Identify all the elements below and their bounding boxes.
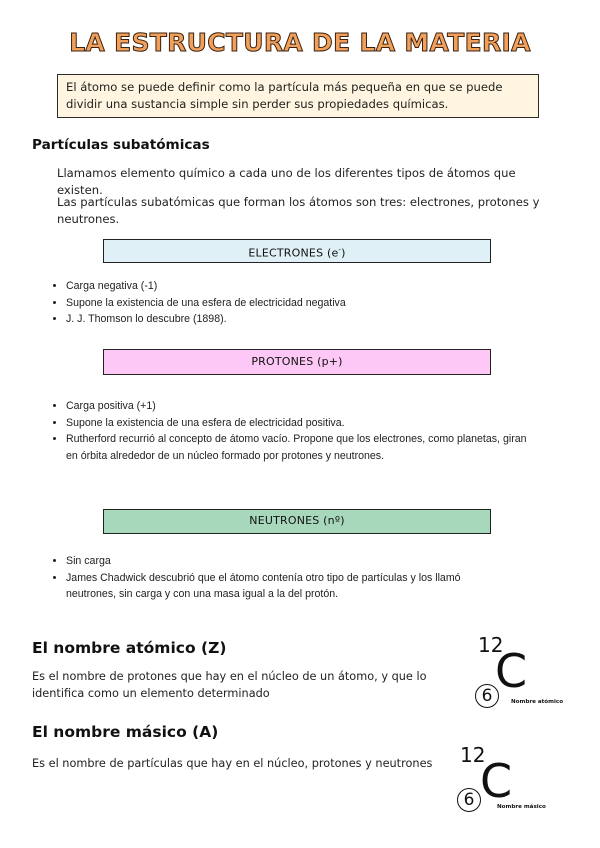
list-item: • J. J. Thomson lo descubre (1898). <box>66 311 506 328</box>
atomic-number-circle: 6 <box>475 684 499 708</box>
atomic-symbol-caption: Nombre atómico <box>511 699 564 705</box>
page-title: LA ESTRUCTURA DE LA MATERIA <box>69 28 531 57</box>
list-item: • Sin carga <box>66 553 506 570</box>
list-item: • James Chadwick descubrió que el átomo contenía otro tipo de partículas y los llamó neutrones, sin carga y con una masa igual a la del protón. <box>66 570 506 603</box>
neutrons-band: NEUTRONES (nº) <box>103 509 491 534</box>
mass-number-text: Es el nombre de partículas que hay en el núcleo, protones y neutrones <box>32 757 433 770</box>
intro-box: El átomo se puede definir como la partícula más pequeña en que se puede dividir una sustancia simple sin perder sus propiedades químicas. <box>57 74 539 118</box>
list-item: • Rutherford recurrió al concepto de átomo vacío. Propone que los electrones, como planetas, giran en órbita alrededor de un núcleo formado por protones y neutrones. <box>66 431 528 464</box>
element-letter: C <box>495 644 528 698</box>
atomic-symbol <box>470 630 580 710</box>
list-item: • Carga negativa (-1) <box>66 278 506 295</box>
electrons-label-end: ) <box>341 246 346 260</box>
mass-number: 12 <box>478 633 504 657</box>
list-item: • Carga positiva (+1) <box>66 398 528 415</box>
atomic-number-heading: El nombre atómico (Z) <box>32 639 227 657</box>
mass-number-heading: El nombre másico (A) <box>32 723 219 741</box>
list-item: • Supone la existencia de una esfera de electricidad negativa <box>66 295 506 312</box>
neutrons-list <box>53 553 506 603</box>
subatomic-paragraph-2: Las partículas subatómicas que forman los átomos son tres: electrones, protones y neutrones. <box>57 195 540 226</box>
subatomic-paragraph-1: Llamamos elemento químico a cada uno de los diferentes tipos de átomos que existen. <box>57 166 516 197</box>
protons-band: PROTONES (p+) <box>103 349 491 375</box>
atomic-number-circle: 6 <box>457 788 481 812</box>
electrons-label: ELECTRONES (e <box>248 246 339 260</box>
electrons-sup: - <box>338 246 342 254</box>
electrons-band <box>103 239 491 263</box>
list-item: • Supone la existencia de una esfera de electricidad positiva. <box>66 415 528 432</box>
atomic-number-text: Es el nombre de protones que hay en el núcleo de un átomo, y que lo identifica como un elemento determinado <box>32 670 427 700</box>
mass-symbol-caption: Nombre másico <box>497 804 546 810</box>
mass-number: 12 <box>460 743 486 767</box>
protons-list <box>53 398 528 464</box>
subatomic-heading: Partículas subatómicas <box>32 137 210 153</box>
element-letter: C <box>480 754 513 808</box>
electrons-list <box>53 278 506 328</box>
mass-symbol <box>455 740 565 820</box>
